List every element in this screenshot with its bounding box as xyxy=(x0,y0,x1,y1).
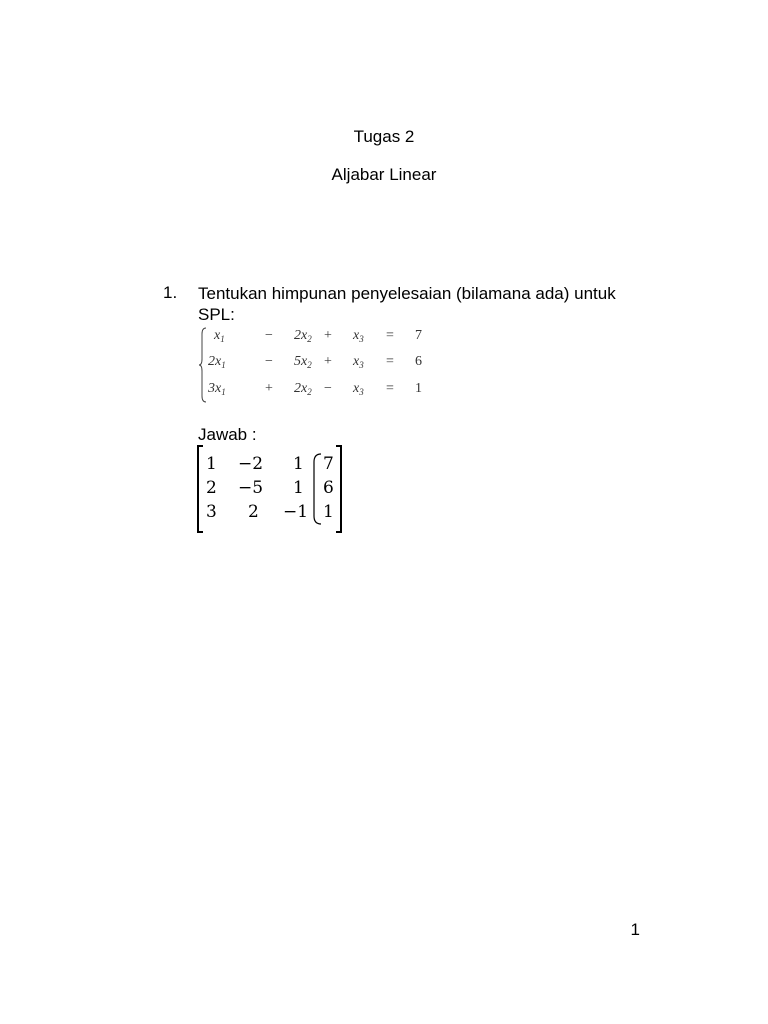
matrix-cell: 1 xyxy=(293,454,304,474)
document-title: Tugas 2 xyxy=(353,127,415,146)
operator-1: − xyxy=(265,354,273,369)
answer-label: Jawab : xyxy=(198,425,257,444)
term-2: $2x_2$ xyxy=(294,381,312,397)
term-2: $2x_2$ xyxy=(294,328,312,344)
term-1: $3x_1$ xyxy=(208,381,226,397)
matrix-cell: 6 xyxy=(323,478,334,498)
rhs-value: 6 xyxy=(415,354,422,369)
term-1: $2x_1$ xyxy=(208,354,226,370)
augmented-matrix xyxy=(196,444,346,534)
matrix-cell: −2 xyxy=(238,454,264,474)
operator-1: + xyxy=(265,381,273,396)
term-2: $5x_2$ xyxy=(294,354,312,370)
equation-row xyxy=(198,354,438,374)
matrix-cell: 1 xyxy=(206,454,217,474)
equation-row xyxy=(198,381,438,401)
operator-2: − xyxy=(324,381,332,396)
matrix-cell: 2 xyxy=(206,478,217,498)
operator-2: + xyxy=(324,354,332,369)
matrix-cell: −5 xyxy=(238,478,264,498)
equals-sign: = xyxy=(386,354,394,369)
term-3: $x_3$ xyxy=(353,328,364,344)
term-3: $x_3$ xyxy=(353,381,364,397)
matrix-cell: 1 xyxy=(293,478,304,498)
equals-sign: = xyxy=(386,381,394,396)
question-number: 1. xyxy=(163,283,178,302)
rhs-value: 7 xyxy=(415,328,422,343)
document-subtitle: Aljabar Linear xyxy=(331,165,437,184)
matrix-cell: 7 xyxy=(323,454,334,474)
matrix-cell: 3 xyxy=(206,502,217,522)
equals-sign: = xyxy=(386,328,394,343)
operator-1: − xyxy=(265,328,273,343)
matrix-cell: 2 xyxy=(248,502,259,522)
term-1: $x_1$ xyxy=(214,328,225,344)
term-3: $x_3$ xyxy=(353,354,364,370)
page-number: 1 xyxy=(630,920,640,939)
operator-2: + xyxy=(324,328,332,343)
equation-system xyxy=(198,326,438,404)
question-text: Tentukan himpunan penyelesaian (bilamana ada) untuk SPL: xyxy=(198,284,616,324)
matrix-cell: 1 xyxy=(323,502,334,522)
matrix-cell: −1 xyxy=(283,502,309,522)
equation-row xyxy=(198,328,438,348)
rhs-value: 1 xyxy=(415,381,422,396)
